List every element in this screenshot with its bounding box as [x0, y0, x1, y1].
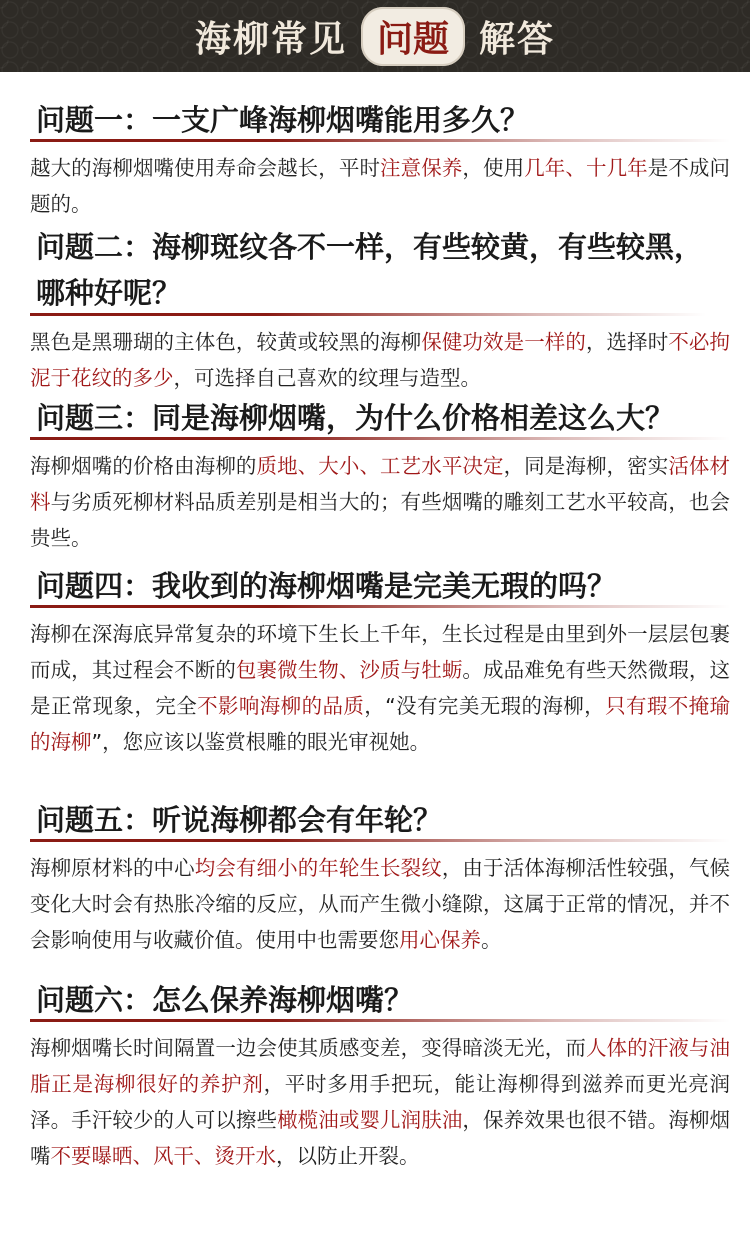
answer-text: ，“没有完美无瑕的海柳， — [364, 694, 606, 718]
faq-item — [0, 562, 750, 760]
answer-highlight: 注意保养 — [380, 156, 463, 180]
faq-question: 问题二：海柳斑纹各不一样，有些较黄，有些较黑，哪种好呢？ — [0, 224, 726, 318]
answer-text: ，保养效果也很不错。海柳烟嘴 — [30, 1108, 731, 1168]
answer-text: ，同是海柳，密实 — [503, 454, 669, 478]
answer-highlight: 只有瑕不掩瑜的海柳 — [30, 694, 731, 754]
answer-highlight: 用心保养 — [399, 928, 481, 952]
faq-answer — [0, 442, 750, 556]
faq-item — [0, 96, 750, 222]
faq-item — [0, 224, 750, 396]
faq-question: 问题六：怎么保养海柳烟嘴？ — [0, 976, 750, 1024]
answer-highlight: 不影响海柳的品质 — [197, 694, 365, 718]
answer-text: 是不成问题的。 — [30, 156, 731, 216]
answer-highlight: 保健功效是一样的 — [421, 330, 586, 354]
answer-text: ，由于活体海柳活性较强，气候变化大时会有热胀冷缩的反应，从而产生微小缝隙，这属于正常的情况，并不会影响使用与收藏价值。使用中也需要您 — [30, 856, 731, 952]
answer-highlight: 均会有细小的年轮生长裂纹 — [194, 856, 442, 880]
answer-text: 海柳烟嘴长时间隔置一边会使其质感变差，变得暗淡无光，而 — [30, 1036, 586, 1060]
faq-item — [0, 976, 750, 1174]
answer-text: 海柳原材料的中心 — [30, 856, 195, 880]
faq-answer — [0, 144, 750, 222]
answer-text: 。成品难免有些天然微瑕，这是正常现象，完全 — [30, 658, 731, 718]
answer-text: ，选择时 — [585, 330, 669, 354]
faq-answer — [0, 318, 750, 396]
faq-item — [0, 796, 750, 958]
faq-question: 问题五：听说海柳都会有年轮？ — [0, 796, 750, 844]
answer-text: 海柳烟嘴的价格由海柳的 — [30, 454, 257, 478]
answer-text: 越大的海柳烟嘴使用寿命会越长，平时 — [30, 156, 381, 180]
answer-text: 海柳在深海底异常复杂的环境下生长上千年，生长过程是由里到外一层层包裹而成，其过程会不断的 — [30, 622, 730, 682]
answer-text: 黑色是黑珊瑚的主体色，较黄或较黑的海柳 — [30, 330, 422, 354]
answer-highlight: 质地、大小、工艺水平决定 — [256, 454, 504, 478]
answer-text: 与劣质死柳材料品质差别是相当大的；有些烟嘴的雕刻工艺水平较高，也会贵些。 — [30, 490, 731, 550]
answer-text: ，以防止开裂。 — [276, 1144, 420, 1168]
header-title-right: 解答 — [479, 17, 556, 60]
faq-question: 问题三：同是海柳烟嘴，为什么价格相差这么大？ — [0, 394, 750, 442]
faq-answer — [0, 1024, 750, 1174]
faq-item — [0, 394, 750, 556]
faq-answer — [0, 844, 750, 958]
answer-text: ，平时多用手把玩，能让海柳得到滋养而更光亮润泽。手汗较少的人可以擦些 — [30, 1072, 730, 1132]
answer-highlight: 橄榄油或婴儿润肤油 — [277, 1108, 463, 1132]
answer-text: ，使用 — [462, 156, 525, 180]
faq-question: 问题四：我收到的海柳烟嘴是完美无瑕的吗？ — [0, 562, 750, 610]
page-header — [0, 0, 750, 72]
answer-text: ”，您应该以鉴赏根雕的眼光审视她。 — [91, 730, 431, 754]
faq-question: 问题一：一支广峰海柳烟嘴能用多久？ — [0, 96, 750, 144]
header-title-left: 海柳常见 — [194, 17, 347, 60]
answer-highlight: 不要曝晒、风干、烫开水 — [50, 1144, 276, 1168]
header-title-highlight: 问题 — [361, 7, 465, 66]
answer-highlight: 几年、十几年 — [524, 156, 648, 180]
answer-text: ，可选择自己喜欢的纹理与造型。 — [173, 366, 481, 390]
answer-highlight: 包裹微生物、沙质与牡蛎 — [235, 658, 463, 682]
answer-highlight: 不必拘泥于花纹的多少 — [30, 330, 731, 390]
answer-text: 。 — [481, 928, 502, 952]
faq-answer — [0, 610, 750, 760]
answer-highlight: 人体的汗液与油脂正是海柳很好的养护剂 — [30, 1036, 730, 1096]
answer-highlight: 活体材料 — [30, 454, 731, 514]
